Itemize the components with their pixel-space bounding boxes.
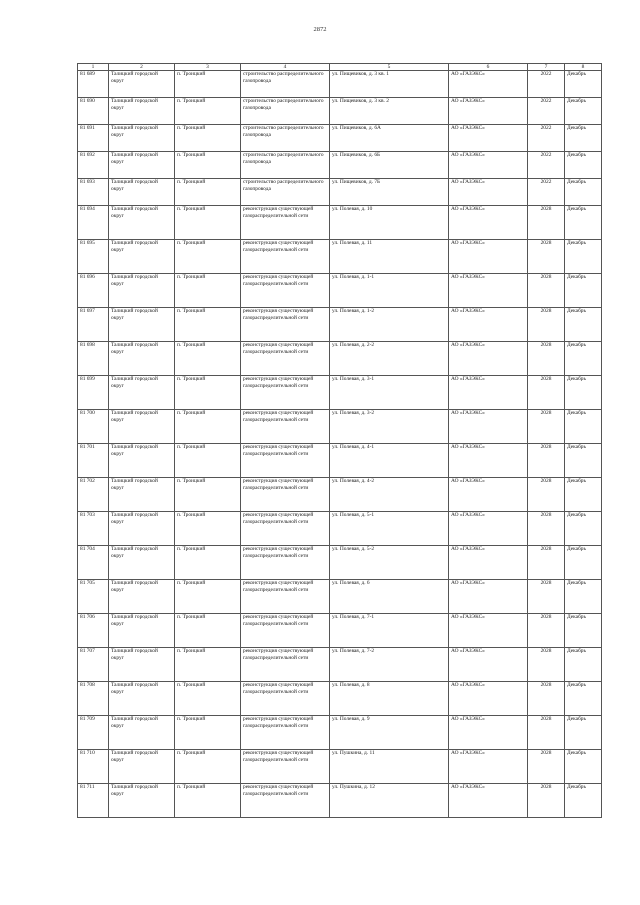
cell-row-number: 81 701 [78,444,109,478]
cell-district: Талицкий городской округ [109,240,175,274]
cell-organization: АО «ГАЗЭКС» [449,410,528,444]
table-row [78,716,602,750]
cell-year: 2028 [528,274,565,308]
cell-district: Талицкий городской округ [109,274,175,308]
cell-settlement: п. Троицкий [175,716,241,750]
cell-work-type: реконструкция существующей газораспределительной сети [241,546,330,580]
cell-address: ул. Полевая, д. 3-2 [330,410,449,444]
cell-organization: АО «ГАЗЭКС» [449,444,528,478]
cell-settlement: п. Троицкий [175,444,241,478]
cell-row-number: 81 703 [78,512,109,546]
cell-row-number: 81 707 [78,648,109,682]
cell-address: ул. Пушкина, д. 11 [330,750,449,784]
table-row [78,512,602,546]
cell-address: ул. Полевая, д. 10 [330,206,449,240]
cell-address: ул. Полевая, д. 4-1 [330,444,449,478]
cell-work-type: реконструкция существующей газораспределительной сети [241,478,330,512]
cell-year: 2028 [528,614,565,648]
cell-row-number: 81 706 [78,614,109,648]
cell-address: ул. Полевая, д. 11 [330,240,449,274]
cell-month: Декабрь [565,512,602,546]
cell-organization: АО «ГАЗЭКС» [449,308,528,342]
cell-address: ул. Полевая, д. 6 [330,580,449,614]
table-row [78,444,602,478]
cell-address: ул. Полевая, д. 4-2 [330,478,449,512]
table-row [78,240,602,274]
cell-month: Декабрь [565,152,602,179]
table-row [78,546,602,580]
cell-settlement: п. Троицкий [175,376,241,410]
column-header: 6 [449,64,528,71]
cell-work-type: реконструкция существующей газораспределительной сети [241,580,330,614]
cell-settlement: п. Троицкий [175,152,241,179]
cell-district: Талицкий городской округ [109,152,175,179]
cell-address: ул. Пушкина, д. 12 [330,784,449,818]
cell-organization: АО «ГАЗЭКС» [449,240,528,274]
cell-settlement: п. Троицкий [175,580,241,614]
cell-settlement: п. Троицкий [175,179,241,206]
cell-address: ул. Полевая, д. 1-1 [330,274,449,308]
cell-row-number: 81 689 [78,71,109,98]
cell-row-number: 81 693 [78,179,109,206]
cell-settlement: п. Троицкий [175,342,241,376]
cell-month: Декабрь [565,125,602,152]
cell-district: Талицкий городской округ [109,308,175,342]
cell-settlement: п. Троицкий [175,750,241,784]
cell-organization: АО «ГАЗЭКС» [449,716,528,750]
cell-work-type: строительство распределительного газопровода [241,98,330,125]
cell-year: 2028 [528,716,565,750]
cell-year: 2028 [528,342,565,376]
cell-organization: АО «ГАЗЭКС» [449,71,528,98]
table-header-row [78,64,602,71]
column-header: 4 [241,64,330,71]
table-row [78,206,602,240]
cell-year: 2028 [528,784,565,818]
cell-month: Декабрь [565,546,602,580]
cell-month: Декабрь [565,580,602,614]
cell-month: Декабрь [565,98,602,125]
cell-work-type: реконструкция существующей газораспределительной сети [241,512,330,546]
cell-month: Декабрь [565,376,602,410]
cell-district: Талицкий городской округ [109,98,175,125]
column-header: 1 [78,64,109,71]
table-row [78,580,602,614]
cell-work-type: реконструкция существующей газораспределительной сети [241,240,330,274]
cell-address: ул. Пищевиков, д. 7Б [330,179,449,206]
cell-work-type: строительство распределительного газопровода [241,152,330,179]
cell-settlement: п. Троицкий [175,206,241,240]
table-row [78,125,602,152]
cell-district: Талицкий городской округ [109,614,175,648]
cell-row-number: 81 695 [78,240,109,274]
cell-organization: АО «ГАЗЭКС» [449,206,528,240]
cell-row-number: 81 700 [78,410,109,444]
cell-row-number: 81 705 [78,580,109,614]
table-row [78,98,602,125]
cell-organization: АО «ГАЗЭКС» [449,478,528,512]
cell-year: 2028 [528,376,565,410]
cell-address: ул. Полевая, д. 3-1 [330,376,449,410]
page-number: 2872 [313,26,327,33]
cell-year: 2028 [528,444,565,478]
cell-organization: АО «ГАЗЭКС» [449,580,528,614]
table-row [78,614,602,648]
cell-work-type: строительство распределительного газопровода [241,125,330,152]
cell-settlement: п. Троицкий [175,125,241,152]
column-header: 3 [175,64,241,71]
table-row [78,71,602,98]
cell-district: Талицкий городской округ [109,784,175,818]
cell-year: 2028 [528,682,565,716]
cell-address: ул. Пищевиков, д. 3 кв. 2 [330,98,449,125]
cell-year: 2028 [528,478,565,512]
cell-organization: АО «ГАЗЭКС» [449,648,528,682]
cell-settlement: п. Троицкий [175,648,241,682]
cell-district: Талицкий городской округ [109,512,175,546]
column-header: 5 [330,64,449,71]
cell-year: 2028 [528,308,565,342]
data-table [77,63,602,818]
cell-work-type: реконструкция существующей газораспределительной сети [241,206,330,240]
table-row [78,376,602,410]
table-row [78,308,602,342]
column-header: 2 [109,64,175,71]
cell-district: Талицкий городской округ [109,179,175,206]
cell-month: Декабрь [565,750,602,784]
cell-year: 2022 [528,71,565,98]
table-row [78,342,602,376]
cell-work-type: реконструкция существующей газораспределительной сети [241,716,330,750]
cell-year: 2028 [528,546,565,580]
cell-settlement: п. Троицкий [175,274,241,308]
cell-district: Талицкий городской округ [109,716,175,750]
cell-address: ул. Пищевиков, д. 3 кв. 1 [330,71,449,98]
table-row [78,179,602,206]
cell-organization: АО «ГАЗЭКС» [449,179,528,206]
cell-organization: АО «ГАЗЭКС» [449,274,528,308]
cell-month: Декабрь [565,444,602,478]
cell-month: Декабрь [565,342,602,376]
cell-year: 2022 [528,179,565,206]
cell-year: 2028 [528,580,565,614]
cell-month: Декабрь [565,478,602,512]
cell-year: 2022 [528,125,565,152]
cell-month: Декабрь [565,308,602,342]
table-row [78,648,602,682]
table-row [78,750,602,784]
cell-settlement: п. Троицкий [175,410,241,444]
cell-month: Декабрь [565,71,602,98]
cell-row-number: 81 694 [78,206,109,240]
cell-organization: АО «ГАЗЭКС» [449,784,528,818]
cell-address: ул. Полевая, д. 1-2 [330,308,449,342]
cell-organization: АО «ГАЗЭКС» [449,152,528,179]
table-row [78,478,602,512]
table-row [78,274,602,308]
cell-row-number: 81 710 [78,750,109,784]
cell-district: Талицкий городской округ [109,342,175,376]
cell-district: Талицкий городской округ [109,546,175,580]
table-row [78,152,602,179]
cell-row-number: 81 697 [78,308,109,342]
table-row [78,410,602,444]
cell-settlement: п. Троицкий [175,784,241,818]
cell-settlement: п. Троицкий [175,98,241,125]
cell-address: ул. Полевая, д. 7-1 [330,614,449,648]
cell-address: ул. Полевая, д. 7-2 [330,648,449,682]
cell-organization: АО «ГАЗЭКС» [449,512,528,546]
cell-year: 2028 [528,648,565,682]
cell-month: Декабрь [565,784,602,818]
cell-address: ул. Пищевиков, д. 6Б [330,152,449,179]
cell-row-number: 81 690 [78,98,109,125]
cell-district: Талицкий городской округ [109,682,175,716]
cell-work-type: реконструкция существующей газораспределительной сети [241,308,330,342]
cell-work-type: строительство распределительного газопровода [241,179,330,206]
cell-district: Талицкий городской округ [109,410,175,444]
cell-district: Талицкий городской округ [109,580,175,614]
cell-year: 2028 [528,750,565,784]
cell-work-type: реконструкция существующей газораспределительной сети [241,750,330,784]
cell-year: 2028 [528,410,565,444]
cell-address: ул. Пищевиков, д. 6А [330,125,449,152]
cell-organization: АО «ГАЗЭКС» [449,98,528,125]
column-header: 8 [565,64,602,71]
cell-month: Декабрь [565,614,602,648]
cell-address: ул. Полевая, д. 5-2 [330,546,449,580]
cell-district: Талицкий городской округ [109,478,175,512]
cell-year: 2028 [528,512,565,546]
cell-address: ул. Полевая, д. 9 [330,716,449,750]
cell-row-number: 81 691 [78,125,109,152]
cell-work-type: реконструкция существующей газораспределительной сети [241,444,330,478]
cell-district: Талицкий городской округ [109,444,175,478]
cell-month: Декабрь [565,179,602,206]
cell-settlement: п. Троицкий [175,71,241,98]
cell-month: Декабрь [565,206,602,240]
cell-row-number: 81 704 [78,546,109,580]
cell-row-number: 81 699 [78,376,109,410]
cell-work-type: реконструкция существующей газораспределительной сети [241,376,330,410]
cell-row-number: 81 709 [78,716,109,750]
table-row [78,784,602,818]
cell-month: Декабрь [565,716,602,750]
cell-month: Декабрь [565,682,602,716]
cell-organization: АО «ГАЗЭКС» [449,376,528,410]
cell-settlement: п. Троицкий [175,512,241,546]
cell-settlement: п. Троицкий [175,546,241,580]
cell-organization: АО «ГАЗЭКС» [449,614,528,648]
cell-work-type: реконструкция существующей газораспределительной сети [241,614,330,648]
column-header: 7 [528,64,565,71]
table-row [78,682,602,716]
cell-month: Декабрь [565,274,602,308]
cell-organization: АО «ГАЗЭКС» [449,682,528,716]
cell-organization: АО «ГАЗЭКС» [449,125,528,152]
cell-month: Декабрь [565,410,602,444]
cell-settlement: п. Троицкий [175,240,241,274]
cell-organization: АО «ГАЗЭКС» [449,546,528,580]
cell-row-number: 81 698 [78,342,109,376]
cell-month: Декабрь [565,648,602,682]
cell-district: Талицкий городской округ [109,648,175,682]
cell-work-type: реконструкция существующей газораспределительной сети [241,682,330,716]
cell-settlement: п. Троицкий [175,614,241,648]
cell-address: ул. Полевая, д. 8 [330,682,449,716]
cell-row-number: 81 702 [78,478,109,512]
cell-district: Талицкий городской округ [109,750,175,784]
cell-row-number: 81 708 [78,682,109,716]
cell-organization: АО «ГАЗЭКС» [449,750,528,784]
cell-district: Талицкий городской округ [109,125,175,152]
cell-organization: АО «ГАЗЭКС» [449,342,528,376]
cell-row-number: 81 692 [78,152,109,179]
cell-settlement: п. Троицкий [175,308,241,342]
cell-settlement: п. Троицкий [175,478,241,512]
cell-district: Талицкий городской округ [109,206,175,240]
cell-year: 2022 [528,152,565,179]
cell-district: Талицкий городской округ [109,376,175,410]
cell-year: 2028 [528,206,565,240]
cell-work-type: реконструкция существующей газораспределительной сети [241,784,330,818]
cell-year: 2022 [528,98,565,125]
cell-district: Талицкий городской округ [109,71,175,98]
cell-work-type: реконструкция существующей газораспределительной сети [241,342,330,376]
cell-work-type: реконструкция существующей газораспределительной сети [241,274,330,308]
cell-year: 2028 [528,240,565,274]
cell-settlement: п. Троицкий [175,682,241,716]
cell-work-type: реконструкция существующей газораспределительной сети [241,648,330,682]
cell-address: ул. Полевая, д. 2-2 [330,342,449,376]
cell-row-number: 81 696 [78,274,109,308]
cell-month: Декабрь [565,240,602,274]
cell-work-type: реконструкция существующей газораспределительной сети [241,410,330,444]
cell-work-type: строительство распределительного газопровода [241,71,330,98]
cell-address: ул. Полевая, д. 5-1 [330,512,449,546]
cell-row-number: 81 711 [78,784,109,818]
